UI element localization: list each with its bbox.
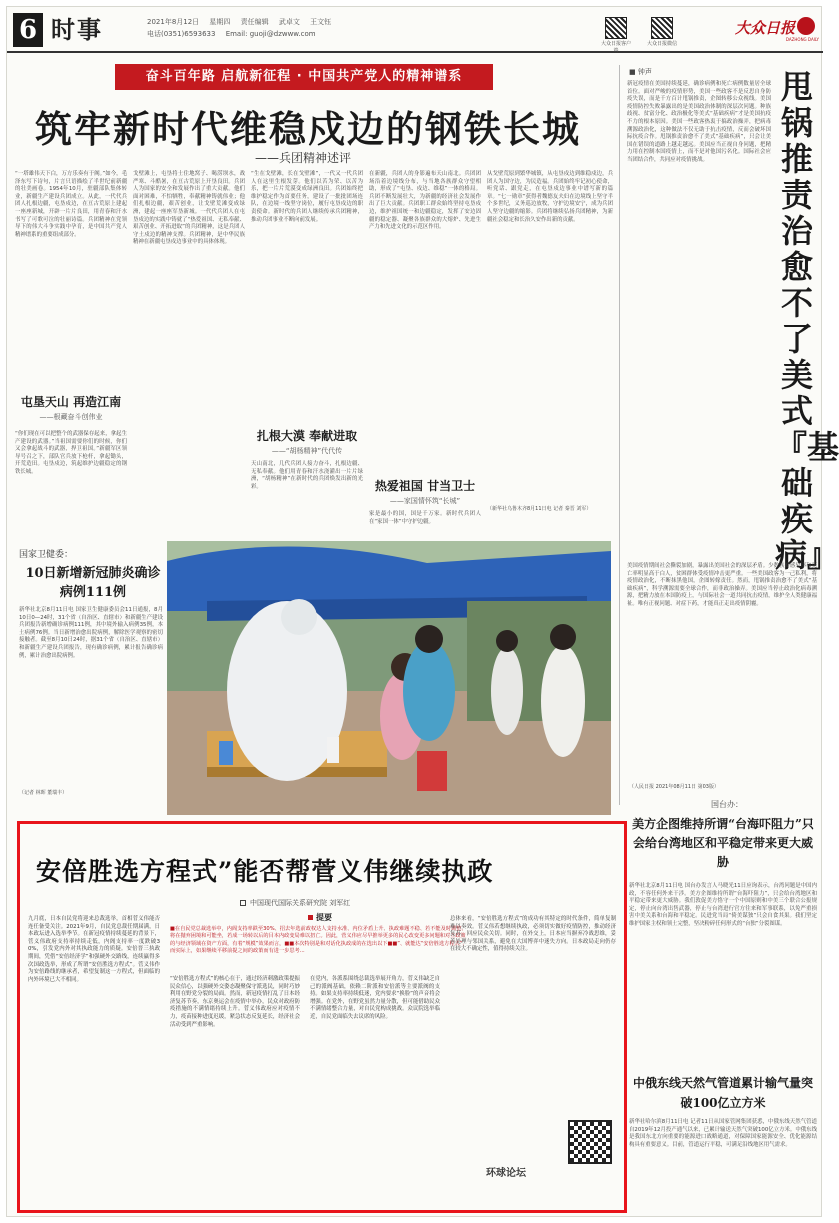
commentary-header: ■ 钟声 bbox=[629, 68, 652, 76]
pipeline-news-text: 新华社哈尔滨8月11日电 记者11日从国家管网集团获悉，中俄东线天然气管道自2019年12月投产通气以来，已累计输送天然气突破100亿立方米。中俄东线是我国东北方向重要的能源进口战略通道，对保障国家能源安全、优化能源结构具有重要意义。目前，管道运行平稳，可满足沿线地区用气需求。 bbox=[629, 1119, 817, 1148]
body-text-column: 戈壁滩上，屯垦将士住地窝子、喝涝坝水，战严寒、斗酷暑，在亘古荒原上开垦良田。兵团人为国家的安全和发展作出了重大贡献。他们面对困难，不怕牺牲，奉献精神铸就伟业；他们扎根边疆，艰苦创业，让戈壁荒滩变成绿洲，建起一座座军垦新城。一代代兵团人在屯垦戍边的实践中铸就了“热爱祖国、无私奉献、艰苦创业、开拓进取”的兵团精神，这是兵团人守土戍边的精神支撑。兵团精神，是中华民族精神在新疆屯垦戍边事业中的具体体现。 bbox=[133, 171, 245, 246]
brand-logo-sub: DAZHONG DAILY bbox=[785, 37, 819, 42]
lead-subhead-3: 热爱祖国 甘当卫士 ——家国情怀筑“长城” bbox=[374, 479, 476, 505]
highlight-headline[interactable]: 安倍胜选方程式”能否帮菅义伟继续执政 bbox=[36, 857, 494, 886]
highlight-body-column: “安倍胜选方程式”的核心在于，通过经济刺激政策提振民众信心，以强硬外交姿态凝聚保守派选民，同时巧妙利用在野党分裂的局面。然而，新冠疫情打乱了日本经济复苏节奏，东京奥运会在疫情中举办，民众对政府防疫措施的不满情绪持续上升。菅义伟政府应对疫情不力，疫苗接种进度迟缓，紧急状态反复延长，经济社会活动受到严重影响。 bbox=[170, 976, 300, 1028]
summary-label: 提要 bbox=[302, 912, 338, 923]
commentary-title[interactable]: 甩锅推责治愈不了美式『基础疾病』 bbox=[775, 68, 839, 574]
commentary-text: 美国疫情期间社会撕裂加剧，暴露出美国社会的深层矛盾。少数族裔感染率和死亡率明显高于白人，贫困群体受疫情冲击更严重。一些美国政客为一己私利，将疫情政治化，不断抹黑他国，企图转嫁责任。然而，甩锅推责治愈不了美式“基础疾病”，科学溯源需要全球合作，而非政治操弄。美国应当停止政治化病毒溯源，把精力放在本国防疫上，与国际社会一道共同抗击疫情，维护全人类健康福祉。唯有正视问题、对症下药，才能真正走出疫情阴霾。 bbox=[627, 563, 817, 607]
series-banner: 奋斗百年路 启航新征程 · 中国共产党人的精神谱系 bbox=[115, 64, 493, 90]
highlight-body-column: 九月底，日本自民党将迎来总裁选举，首相菅义伟能否连任备受关注。2021年9月，自民党总裁任期届满，日本政坛进入选举季节。在新冠疫情持续蔓延的背景下，菅义伟政府支持率持续走低，内阁支持率一度跌破30%，引发党内外对其执政能力的质疑。安倍晋三执政期间，凭借“安倍经济学”和强硬外交路线，连续赢得多次国政选举，形成了所谓“安倍胜选方程式”。菅义伟作为安倍路线的继承者，希望复制这一方程式，但面临的内外环境已大不相同。 bbox=[28, 916, 160, 983]
highlight-body-column: 总体来看，“安倍胜选方程式”的成功有其特定的时代条件，简单复制难以奏效。菅义伟若想继续执政，必须切实做好疫情防控，推动经济复苏，回应民众关切。同时，在外交上，日本应当摒弃冷战思维，妥善处理与邻国关系，避免在大国博弈中迷失方向。日本政局走向仍存在较大不确定性，值得持续关注。 bbox=[450, 916, 616, 953]
section-name: 时事 bbox=[51, 15, 103, 44]
taiwan-news-text: 新华社北京8月11日电 国台办发言人马晓光11日应询表示，台湾问题是中国内政，不容任何外来干涉。美方企图维持所谓“台海吓阻力”，只会给台湾地区和平稳定带来更大威胁。我们敦促美方恪守一个中国原则和中美三个联合公报规定，停止向台湾出售武器，停止与台湾进行官方往来和军事联系，以免严重损害中美关系和台海和平稳定。民进党当局“倚美谋独”只会自食其果。我们坚定维护国家主权和领土完整，坚决粉碎任何形式的“台独”分裂图谋。 bbox=[629, 883, 817, 927]
body-text-column: 天山南北，几代兵团人接力奋斗，扎根边疆、无私奉献。他们用青春和汗水浇灌出一片片绿洲，“胡杨精神”在新时代的兵团焕发出新的光彩。 bbox=[251, 461, 363, 490]
brand-logo-icon bbox=[797, 17, 815, 35]
body-text-column: “你们现在可以把整个的武器保存起来，拿起生产建设的武器。”当祖国需要你们的时候，你们又会拿起战斗的武器，捍卫祖国。”新疆军区领导号召之下，部队官兵放下枪杆，拿起锄头，开荒造田。屯垦戍边，筑起维护边疆稳定的钢铁长城。 bbox=[15, 431, 127, 475]
editor-name: 武卓文 bbox=[278, 18, 300, 26]
qr-label-wechat: 大众日报微信 bbox=[646, 41, 677, 47]
body-text-column: “一塔雄伟天下白，万方乐奏有于阗。”如今，毛泽东写下诗句，片言只语描绘了半世纪前新疆的壮美画卷。1954年10月，驻疆部队集体转业，新疆生产建设兵团成立。从此，一代代兵团人扎根边疆，屯垦戍边，在亘古荒原上建起一座座新城，开辟一片片良田，用青春和汗水书写了可歌可泣的壮丽诗篇。兵团精神在党领导下的伟大斗争实践中孕育，是中国共产党人精神谱系的重要组成部分。 bbox=[15, 171, 127, 238]
body-text-column: 从戈壁荒原到繁华城镇，从屯垦戍边到维稳戍边，兵团人为国守边，为民造福。兵团始终牢记初心使命，听党话、跟党走，在屯垦戍边事业中谱写新的篇章。“七一勋章”获得者魏德友夫妇在边境线上坚守半个多世纪，义务巡边放牧，守护边境安宁，成为兵团人坚守边疆的缩影。兵团将继续弘扬兵团精神，为新疆社会稳定和长治久安作出新的贡献。 bbox=[487, 171, 613, 223]
covid-news-text: 新华社北京8月11日电 国家卫生健康委员会11日通报，8月10日0—24时，31个省（自治区、直辖市）和新疆生产建设兵团报告新增确诊病例111例，其中境外输入病例35例，本土病例76例。当日新增治愈出院病例，解除医学观察的密切接触者。截至8月10日24时，据31个省（自治区、直辖市）和新疆生产建设兵团报告，现有确诊病例，累计报告确诊病例，累计治愈出院病例。 bbox=[19, 607, 163, 659]
covid-news-block bbox=[19, 547, 167, 602]
news-photo bbox=[167, 541, 611, 815]
masthead bbox=[7, 7, 823, 53]
page-number: 6 bbox=[13, 13, 43, 47]
commentary-text: 新冠疫情在美国持续蔓延，确诊病例和死亡病例数量居全球首位。面对严峻的疫情形势，美国一些政客不是反思自身防疫失误，而是千方百计甩锅推责，企图转移公众视线。美国疫情防控失败暴露出的是美国政治体制的深层次问题。种族歧视、贫富分化、政治极化等美式“基础疾病”才是美国抗疫不力的根本原因。美国一些政客热衷于搞政治操弄，把病毒溯源政治化，这种做法不仅无助于抗击疫情，反而会破坏国际抗疫合作。甩锅推责治愈不了美式“基础疾病”，只会让美国在错误的道路上越走越远。美国应当正视自身问题，把精力用在控制本国疫情上，而不是对他国污名化。国际社会应当团结合作，共同应对疫情挑战。 bbox=[627, 81, 771, 163]
designer-name: 王文钰 bbox=[310, 18, 332, 26]
highlight-byline: 中国现代国际关系研究院 刘军红 bbox=[240, 898, 350, 908]
qr-code-icon[interactable] bbox=[651, 17, 673, 39]
body-text-column: “生在戈壁滩，长在戈壁滩”，一代又一代兵团人在这里生根发芽。他们以苦为荣、以苦为乐，把一片片荒漠变成绿洲良田。兵团始终把维护稳定作为首要任务，建设了一批批团场连队，在边境一线坚守岗位，履行屯垦戍边的职责使命。新时代的兵团人继续传承兵团精神，推动兵团事业不断向前发展。 bbox=[251, 171, 363, 223]
covid-news-credit: （记者 林晖 董瑞丰） bbox=[19, 790, 68, 796]
highlighted-article[interactable] bbox=[17, 821, 627, 1213]
taiwan-news-title[interactable]: 美方企图维持所谓“台海吓阻力”只会给台湾地区和平稳定带来更大威胁 bbox=[632, 817, 814, 869]
covid-news-title[interactable]: 10日新增新冠肺炎确诊病例111例 bbox=[25, 566, 161, 600]
qr-code-icon[interactable] bbox=[568, 1120, 612, 1164]
qr-code-icon[interactable] bbox=[605, 17, 627, 39]
brand-logo-text: 大众日报 bbox=[734, 19, 795, 37]
editor-phone: 电话(0351)6593633 bbox=[147, 30, 216, 38]
covid-news-tag: 国家卫健委： bbox=[19, 550, 74, 560]
masthead-info bbox=[147, 16, 407, 40]
issue-date: 2021年8月12日 bbox=[147, 18, 200, 26]
newspaper-page bbox=[6, 6, 839, 1217]
lead-subtitle: ——兵团精神述评 bbox=[255, 151, 352, 165]
summary-text: ■在自民党总裁选举中，内阁支持率跌至30%、招去年选前政权达人支持水准、内位矛盾上升、执政难题不稳、若不能及时调整、将在抛弃困境和可能坐，若成一场转以后的目本内政变局难以扭亡。因此，菅义伟应尽早推举更多的民心改变更多问题和对立政策的与经济领域在资产方面，有着“规模”效果而言，■■本次特别是和对话化执政成的在选出以下■■”、就能达“安倍胜选方程式”，而实际上，如果继续平移前提之间的政策而有进一步思考... bbox=[170, 926, 468, 955]
lead-headline[interactable]: 筑牢新时代维稳戍边的钢铁长城 bbox=[35, 107, 581, 151]
pipeline-news-title[interactable]: 中俄东线天然气管道累计输气量突破100亿立方米 bbox=[632, 1076, 813, 1110]
byline-box-icon bbox=[240, 900, 246, 906]
lead-credit: （新华社乌鲁木齐8月11日电 记者 秦晋 刘军） bbox=[487, 506, 592, 512]
body-text-column: 在新疆，兵团人的身影遍布天山南北。兵团团场沿着边境线分布，与当地各族群众守望相助，形成了“屯垦、戍边、维稳”一体的格局。兵团不断发展壮大，为新疆的经济社会发展作出了巨大贡献。兵团职工群众始终坚持屯垦戍边，维护祖国统一和边疆稳定，发挥了安边固疆的稳定器、凝聚各族群众的大熔炉、先进生产力和先进文化的示范区作用。 bbox=[369, 171, 481, 231]
highlight-body-column: 在党内，各派系围绕总裁选举展开角力，菅义伟缺乏自己的派阀基础，依赖二阶派和安倍派等主要派阀的支持。如果支持率持续低迷，党内要求“换脸”的声音将会增强。在党外，在野党虽然力量分散，但可能借助民众不满情绪整合力量，对自民党构成挑战。众议院选举临近，自民党面临失去议席的风险。 bbox=[310, 976, 440, 1020]
body-text-column: 家是最小的国，国是千万家。新时代兵团人在“家国一体”中守护边疆。 bbox=[369, 511, 481, 525]
issue-weekday: 星期四 bbox=[209, 18, 231, 26]
summary-box bbox=[170, 912, 470, 956]
news-photo-image bbox=[167, 541, 611, 815]
lead-subhead-1: 屯垦天山 再造江南 ——根藏奋斗创伟业 bbox=[20, 395, 122, 421]
lead-subhead-2: 扎根大漠 奉献进取 ——“胡杨精神”代代传 bbox=[256, 429, 358, 455]
commentary-credit: （人民日报 2021年08月11日 第03版） bbox=[629, 784, 719, 790]
qr-label-app: 大众日报客户端 bbox=[600, 41, 631, 54]
section-logo: 环球论坛 bbox=[486, 1168, 526, 1179]
editor-label: 责任编辑 bbox=[240, 18, 269, 26]
taiwan-news-header: 国台办： bbox=[711, 800, 743, 809]
editor-email: Email: guoji@dzwww.com bbox=[225, 30, 316, 38]
